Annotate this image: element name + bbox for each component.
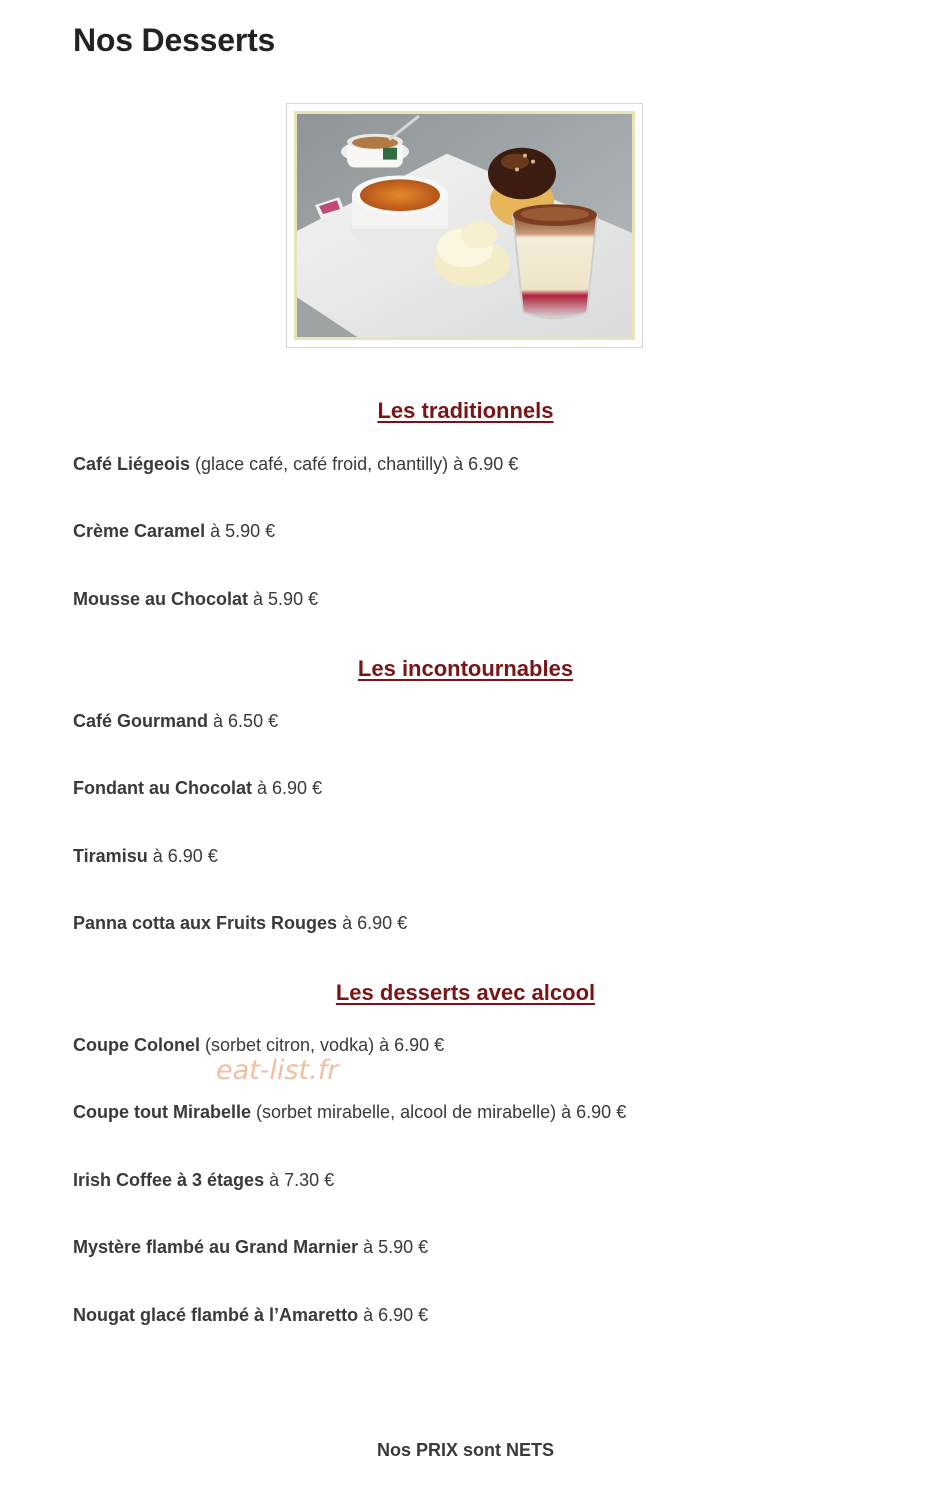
menu-item [73,454,518,475]
menu-item [73,1237,428,1258]
menu-item-name: Panna cotta aux Fruits Rouges [73,913,338,933]
dessert-plate-illustration [297,114,632,337]
menu-item-details: (glace café, café froid, chantilly) à 6.90 € [190,454,519,474]
menu-item-name: Tiramisu [73,846,148,866]
menu-item [73,1170,334,1191]
menu-item [73,1102,626,1123]
section-heading-traditionnels: Les traditionnels [377,398,554,423]
menu-item-details: à 6.90 € [147,846,218,866]
dessert-photo [286,103,643,348]
menu-item-details: à 6.90 € [337,913,408,933]
dessert-photo-image [294,111,635,340]
menu-item [73,846,218,867]
page-title: Nos Desserts [73,22,276,58]
menu-item-name: Coupe tout Mirabelle [73,1102,252,1122]
watermark: eat-list.fr [216,1055,339,1086]
menu-item-name: Coupe Colonel [73,1035,200,1055]
menu-item [73,913,407,934]
menu-item-details: à 5.90 € [248,589,319,609]
menu-item [73,1035,444,1056]
menu-item-details: à 6.50 € [208,711,279,731]
section-heading-desserts-alcool: Les desserts avec alcool [335,980,596,1005]
menu-item-details: à 6.90 € [358,1305,429,1325]
menu-item-details: à 5.90 € [205,521,276,541]
menu-item-details: à 6.90 € [252,778,323,798]
menu-item [73,1305,428,1326]
menu-item-details: à 7.30 € [264,1170,335,1190]
menu-item-details: à 5.90 € [358,1237,429,1257]
menu-item [73,711,278,732]
menu-item-name: Fondant au Chocolat [73,778,252,798]
menu-item-name: Café Liégeois [73,454,191,474]
menu-item-name: Mystère flambé au Grand Marnier [73,1237,359,1257]
section-heading-incontournables: Les incontournables [357,656,574,681]
menu-item-details: (sorbet mirabelle, alcool de mirabelle) à 6.90 € [251,1102,627,1122]
menu-item-name: Café Gourmand [73,711,209,731]
menu-item [73,589,318,610]
menu-item [73,521,275,542]
menu-item [73,778,322,799]
menu-item-details: (sorbet citron, vodka) à 6.90 € [200,1035,445,1055]
menu-item-name: Irish Coffee à 3 étages [73,1170,265,1190]
menu-item-name: Mousse au Chocolat [73,589,249,609]
menu-item-name: Crème Caramel [73,521,206,541]
footer-prices-note: Nos PRIX sont NETS [376,1440,555,1460]
menu-item-name: Nougat glacé flambé à l’Amaretto [73,1305,359,1325]
